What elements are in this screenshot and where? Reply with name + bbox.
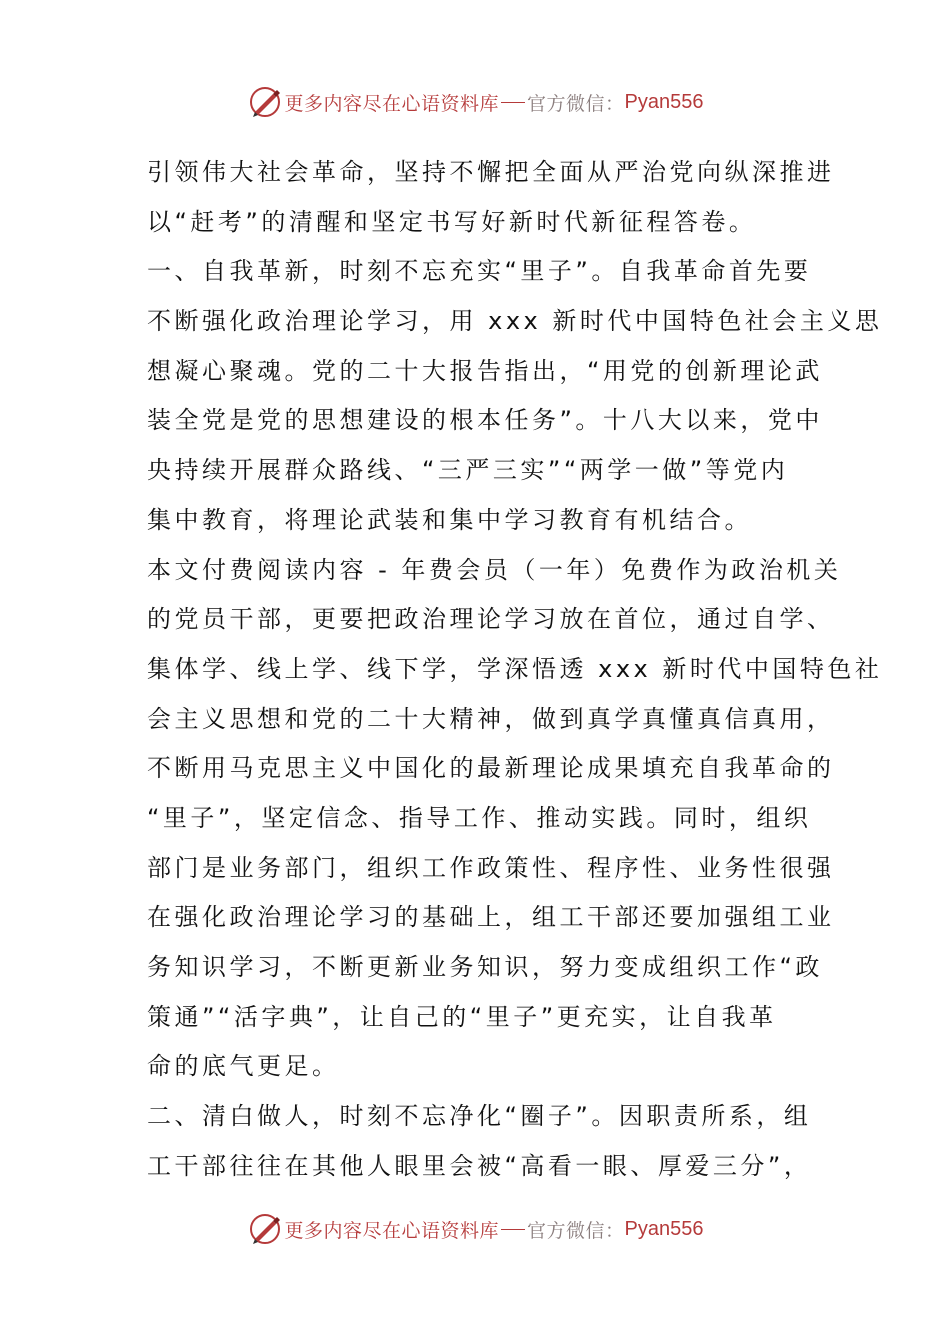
text-line: 一、自我革新，时刻不忘充实“里子”。自我革命首先要 [147, 257, 812, 286]
text-line: 务知识学习，不断更新业务知识，努力变成组织工作“政 [147, 953, 823, 981]
watermark-dash [501, 1229, 525, 1230]
text-line: 在强化政治理论学习的基础上，组工干部还要加强组工业 [147, 903, 835, 932]
watermark-dash [501, 102, 525, 103]
text-line: 本文付费阅读内容 - 年费会员（一年）免费作为政治机关 [147, 555, 842, 584]
text-line: 以“赶考”的清醒和坚定书写好新时代新征程答卷。 [147, 207, 757, 236]
watermark-wechat-id: Pyan556 [624, 1217, 704, 1240]
watermark-banner-top [0, 80, 950, 124]
text-line: 的党员干部，更要把政治理论学习放在首位，通过自学、 [147, 605, 835, 634]
pen-logo-icon [247, 84, 283, 120]
text-line: 不断用马克思主义中国化的最新理论成果填充自我革命的 [147, 754, 835, 783]
text-line: 工干部往往在其他人眼里会被“高看一眼、厚爱三分”， [147, 1151, 812, 1180]
text-line: 装全党是党的思想建设的根本任务”。十八大以来，党中 [147, 406, 823, 435]
text-line: “里子”，坚定信念、指导工作、推动实践。同时，组织 [147, 803, 812, 832]
pen-logo-icon [247, 1211, 283, 1247]
text-line: 央持续开展群众路线、“三严三实”“两学一做”等党内 [147, 456, 789, 485]
text-line: 部门是业务部门，组织工作政策性、程序性、业务性很强 [147, 853, 835, 882]
watermark-wechat-label: 官方微信： [527, 92, 625, 115]
watermark-site-text: 更多内容尽在心语资料库 [284, 1219, 500, 1242]
document-body [147, 148, 883, 1191]
text-line: 集体学、线上学、线下学，学深悟透 xxx 新时代中国特色社 [147, 654, 883, 683]
watermark-site-text: 更多内容尽在心语资料库 [284, 92, 500, 115]
text-line: 不断强化政治理论学习，用 xxx 新时代中国特色社会主义思 [147, 307, 883, 336]
watermark-banner-bottom [0, 1207, 950, 1251]
text-line: 策通”“活字典”，让自己的“里子”更充实，让自我革 [147, 1002, 777, 1031]
watermark-wechat-id: Pyan556 [624, 90, 704, 113]
text-line: 引领伟大社会革命，坚持不懈把全面从严治党向纵深推进 [147, 158, 835, 186]
text-line: 集中教育，将理论武装和集中学习教育有机结合。 [147, 505, 752, 534]
text-line: 命的底气更足。 [147, 1052, 340, 1081]
watermark-wechat-label: 官方微信： [527, 1219, 625, 1242]
text-line: 想凝心聚魂。党的二十大报告指出，“用党的创新理论武 [147, 356, 823, 385]
text-line: 二、清白做人，时刻不忘净化“圈子”。因职责所系，组 [147, 1102, 812, 1131]
text-line: 会主义思想和党的二十大精神，做到真学真懂真信真用， [147, 704, 835, 733]
